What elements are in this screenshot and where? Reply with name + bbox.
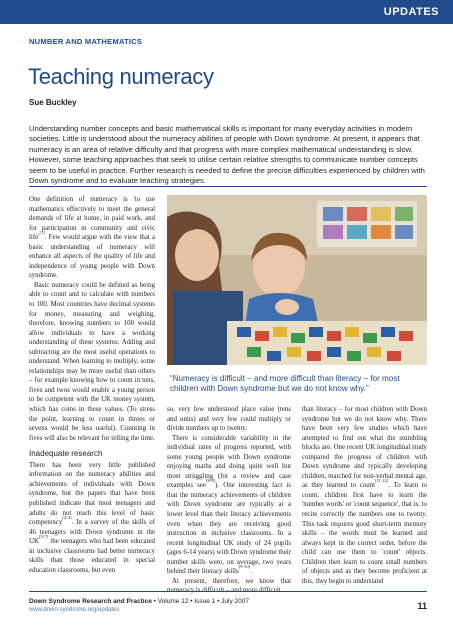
article-title: Teaching numeracy xyxy=(28,64,214,89)
body-column-1 xyxy=(29,195,155,583)
body-paragraph: One definition of numeracy is 'to use mathematics effectively to meet the general demands of life at home, in paid work, and for participation in community and civic life'[1]. Few would argue with the view that a basic understanding of numeracy will enhance all aspects of the quality of life and independence of young people with Down syndrome. xyxy=(29,196,155,280)
pull-quote: “Numeracy is difficult – and more difficult than literacy – for most children with Down syndrome but we do not know why.” xyxy=(170,374,400,393)
footer-divider xyxy=(29,591,427,592)
abstract: Understanding number concepts and basic mathematical skills is important for many everyday activities in modern societies. Little is understood about the numeracy abilities of people with Down syndrome. At present, it appears that numeracy is an area of relative difficulty and that progress with more complex mathematical understanding is slow. However, some teaching approaches that seek to utilise certain relative strengths to communicate number concepts seem to be useful in practice. Further research is needed to define the precise difficulties experienced by children with Down syndrome and to evaluate teaching strategies. xyxy=(29,124,425,186)
body-paragraph: than literacy – for most children with Down syndrome but we do not know why. There have been very few studies which have attempted to find out what the stumbling blocks are. One recent UK longitudinal study compared the progress of children with Down syndrome and typically developing children, matched for non-verbal mental age, as they learned to count[11,12]. To learn to count, children first have to learn the 'number words' or 'count sequence', that is, to recite correctly the numbers one to twenty. This task requires good short-term memory skills – the words must be learned and always kept in the correct order, before the child can use them to 'count' objects. Children then learn to count small numbers of objects and as they become proficient at this, they begin to understand xyxy=(302,406,427,585)
body-paragraph: so, very few understood place value (tens and units) and very few could multiply or divide numbers up to twenty. xyxy=(167,406,291,433)
body-paragraph: At present, therefore, we know that numeracy is difficult – and more difficult xyxy=(167,577,291,595)
updates-label: UPDATES xyxy=(383,6,439,18)
journal-citation: Down Syndrome Research and Practice • Volume 12 • Issue 1 • July 2007 xyxy=(29,598,249,605)
abstract-divider xyxy=(29,186,427,187)
body-paragraph: There is considerable variability in the individual rates of progress reported, with some young people with Down syndrome enjoying maths and doing quite well but most struggling (for a review and case examples see[8-9]). One interesting fact is that the numeracy achievements of children with Down syndrome are typically at a lower level than their literacy achievements even when they are receiving good instruction in inclusive classrooms. In a recent longitudinal UK study of 24 pupils (ages 6-14 years) with Down syndrome their number skills were, on average, two years behind their literacy skills[9-10]. xyxy=(167,434,291,576)
body-paragraph: Basic numeracy could be defined as being able to count and to calculate with numbers to 100. Most countries have decimal systems for money, measuring and weighing, therefore, knowing numbers to 100 would allow individuals to have a working understanding of these systems. Adding and subtracting are the most useful operations to understand. When learning to multiply, some relationships may be more useful than others – for example knowing how to count in tens, fives and twos would enable a young person to be competent with the UK money system, which has coins in these values. (To stress the point, learning to count in threes or sevens would be less useful). Counting in fives will also be relevant for telling the time. xyxy=(29,281,155,442)
journal-url[interactable]: www.down-syndrome.org/updates xyxy=(29,607,120,613)
section-heading: Inadequate research xyxy=(29,449,103,459)
page-number: 11 xyxy=(417,601,427,611)
section-label: NUMBER AND MATHEMATICS xyxy=(29,37,143,46)
body-paragraph: There has been very little published information on the numeracy abilities and achievements of individuals with Down syndrome, but the papers that have been published indicate that most teenagers and adults do not reach this level of basic competency[2-4]. In a survey of the skills of 46 teenagers with Down syndrome in the UK[5-7] the teenagers who had been educated in inclusive classrooms had better numeracy skills than those educated in special education classrooms, but even xyxy=(29,461,155,574)
body-column-3 xyxy=(302,405,427,583)
author-name: Sue Buckley xyxy=(29,98,77,107)
body-column-2 xyxy=(167,405,291,595)
header-bar xyxy=(0,0,453,24)
classroom-photo xyxy=(167,195,427,365)
